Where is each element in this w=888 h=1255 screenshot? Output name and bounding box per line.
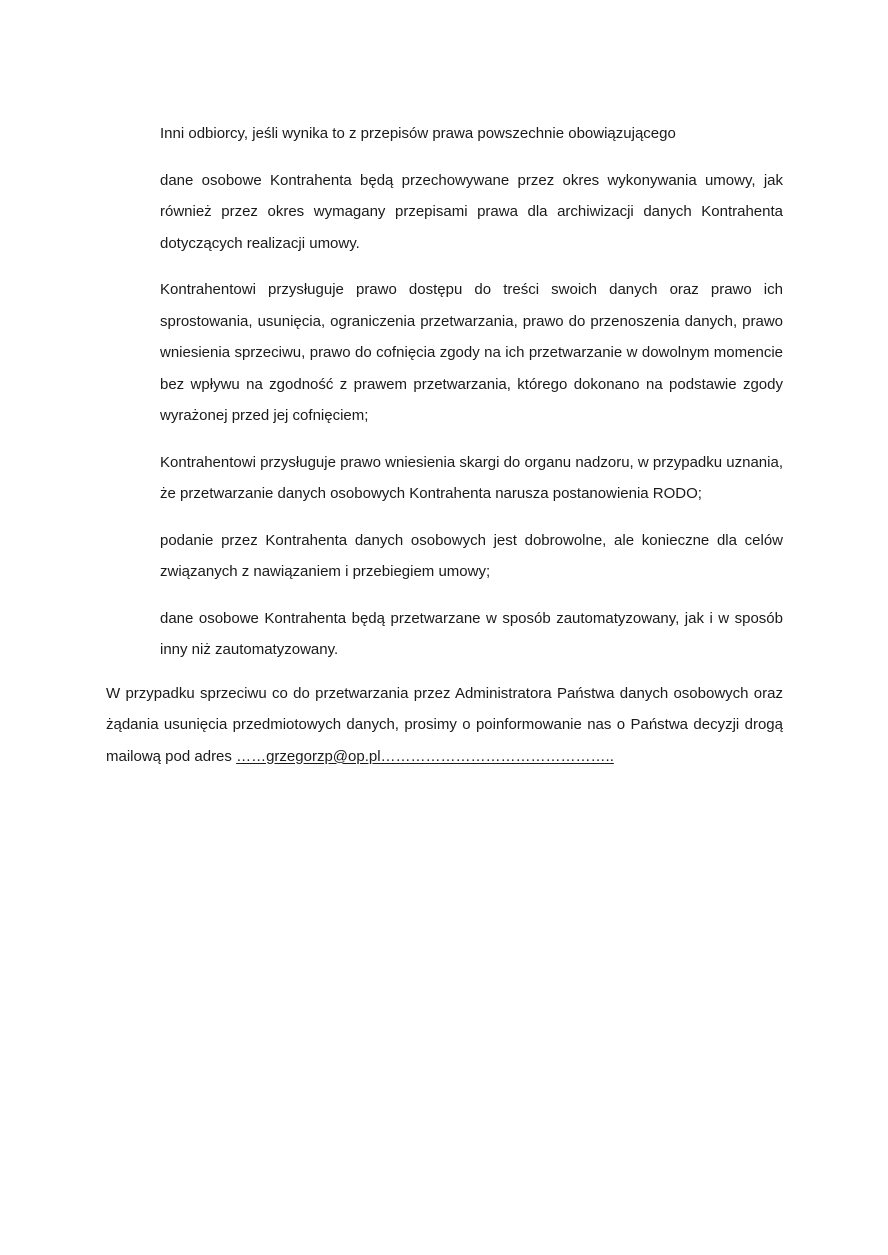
paragraph-objection-notice: [106, 678, 783, 773]
paragraph-complaint-right: Kontrahentowi przysługuje prawo wniesienia skargi do organu nadzoru, w przypadku uznania, że przetwarzanie danych osobowych Kontrahenta narusza postanowienia RODO;: [160, 453, 783, 502]
paragraph-retention-period: dane osobowe Kontrahenta będą przechowywane przez okres wykonywania umowy, jak również przez okres wymagany przepisami prawa dla archiwizacji danych Kontrahenta dotyczących realizacji umowy.: [160, 171, 783, 252]
objection-notice-text: W przypadku sprzeciwu co do przetwarzania przez Administratora Państwa danych osobowych oraz żądania usunięcia przedmiotowych danych, prosimy o poinformowanie nas o Państwa decyzji drogą mailową pod adres: [106, 684, 783, 765]
paragraph-data-rights: Kontrahentowi przysługuje prawo dostępu do treści swoich danych oraz prawo ich sprostowania, usunięcia, ograniczenia przetwarzania, prawo do przenoszenia danych, prawo wniesienia sprzeciwu, prawo do cofnięcia zgody na ich przetwarzanie w dowolnym momencie bez wpływu na zgodność z prawem przetwarzania, którego dokonano na podstawie zgody wyrażonej przed jej cofnięciem;: [160, 281, 783, 424]
contact-email: ……grzegorzp@op.pl………………………………………..: [236, 747, 614, 765]
paragraph-automated-processing: dane osobowe Kontrahenta będą przetwarzane w sposób zautomatyzowany, jak i w sposób inny niż zautomatyzowany.: [160, 609, 783, 658]
paragraph-voluntary-provision: podanie przez Kontrahenta danych osobowych jest dobrowolne, ale konieczne dla celów związanych z nawiązaniem i przebiegiem umowy;: [160, 531, 783, 580]
document-body: [106, 103, 783, 787]
paragraph-other-recipients: Inni odbiorcy, jeśli wynika to z przepisów prawa powszechnie obowiązującego: [160, 125, 676, 142]
